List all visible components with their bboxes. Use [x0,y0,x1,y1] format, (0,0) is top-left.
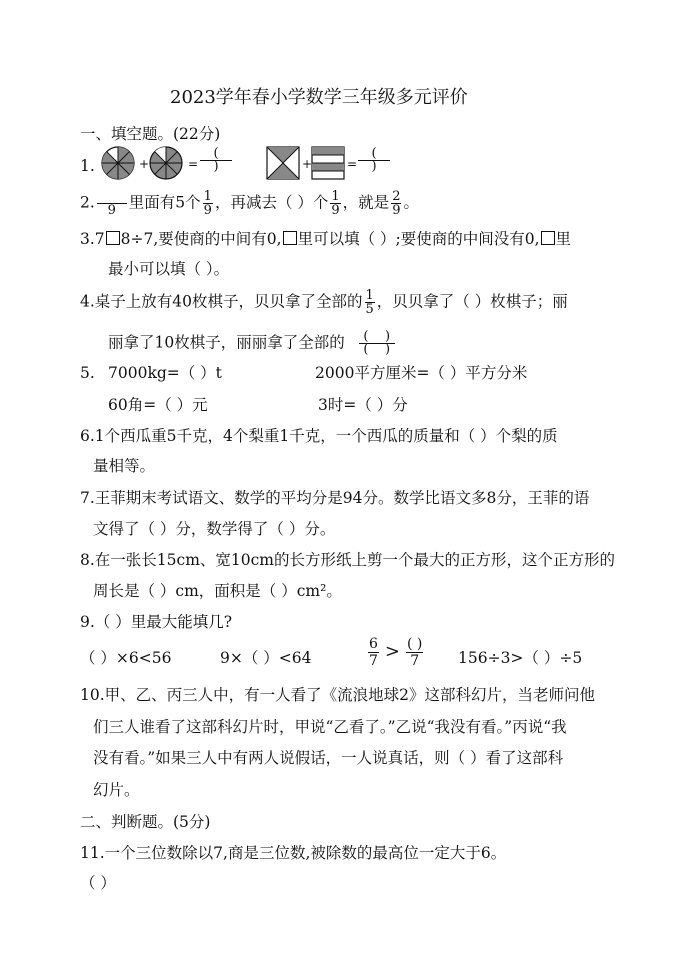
answer-fraction-blank-1[interactable]: ( ) [198,148,234,173]
question-10-line-1: 10.甲、乙、丙三人中，有一人看了《流浪地球2》这部科幻片，当老师问他 [80,686,596,704]
conversion-2: 2000平方厘米=（ ）平方分米 [315,364,528,382]
circle-fraction-figure-1 [100,145,136,181]
question-9-heading: 9.（ ）里最大能填几? [80,613,233,631]
question-7-line-2: 文得了（ ）分，数学得了（ ）分。 [93,520,336,538]
inequality-4: 156÷3>（ ）÷5 [458,649,583,667]
question-10-line-4: 幻片。 [93,781,140,799]
answer-fraction-blank-2[interactable]: ( ) [356,148,392,173]
question-2: 2. 9 里面有5个 $\frac{1}{9}$ ，再减去（ ）个 $\frac{1}{9}$ ，就是 $\frac{2}{9}$ 。 [80,189,419,218]
question-6-line-1: 6.1个西瓜重5千克，4个梨重1千克，一个西瓜的质量和（ ）个梨的质 [80,427,558,445]
page-title: 2023学年春小学数学三年级多元评价 [170,87,468,108]
inequality-2: 9×（ ）<64 [220,649,312,667]
digit-box [283,231,297,245]
question-8-line-1: 8.在一张长15cm、宽10cm的长方形纸上剪一个最大的正方形，这个正方形的 [80,551,615,569]
question-11-line-1: 11.一个三位数除以7,商是三位数,被除数的最高位一定大于6。 [80,844,507,862]
section-heading: 一、填空题。(22分) [80,125,221,143]
conversion-3: 60角=（ ）元 [108,396,208,414]
inequality-1: （ ）×6<56 [80,649,172,667]
equals-sign: = [188,157,199,171]
conversion-4: 3时=（ ）分 [318,396,408,414]
question-10-line-3: 没有看。”如果三人中有两人说假话，一人说真话，则（ ）看了这部科 [93,749,564,767]
answer-fraction-blank[interactable]: ( ) ( ) [359,331,395,356]
square-triangle-figure [266,146,300,180]
question-number: 5. [80,364,95,382]
digit-box [106,231,120,245]
conversion-1: 7000kg=（ ）t [108,364,222,382]
question-7-line-1: 7.王菲期末考试语文、数学的平均分是94分。数学比语文多8分，王菲的语 [80,489,590,507]
answer-fraction-blank[interactable]: 9 [97,190,127,217]
question-4-line-1: 4.桌子上放有40枚棋子，贝贝拿了全部的 $\frac{1}{5}$ ，贝贝拿了（ ）枚棋子；丽 [80,288,568,317]
equals-sign: = [347,157,358,171]
question-6-line-2: 量相等。 [93,457,156,475]
digit-box [541,231,555,245]
striped-rectangle-figure [311,146,345,180]
answer-blank[interactable]: （ ） [80,874,116,892]
question-4-line-2: 丽拿了10枚棋子，丽丽拿了全部的 ( ) ( ) [108,331,397,356]
question-8-line-2: 周长是（ ）cm，面积是（ ）cm²。 [93,582,342,600]
circle-fraction-figure-2 [148,145,184,181]
question-3-line-1: 3.7 8÷7,要使商的中间有0, 里可以填（ ）;要使商的中间没有0, 里 [80,230,572,248]
question-3-line-2: 最小可以填（ ）。 [108,260,230,278]
question-number: 1. [80,157,95,175]
plus-sign: + [302,157,313,171]
section-heading: 二、判断题。(5分) [80,813,211,831]
plus-sign: + [139,157,150,171]
inequality-3: $\frac{6}{7}$ > $\frac{( )}{7}$ [369,636,423,669]
question-10-line-2: 们三人谁看了这部科幻片时，甲说“乙看了。”乙说“我没有看。”丙说“我 [93,718,567,736]
